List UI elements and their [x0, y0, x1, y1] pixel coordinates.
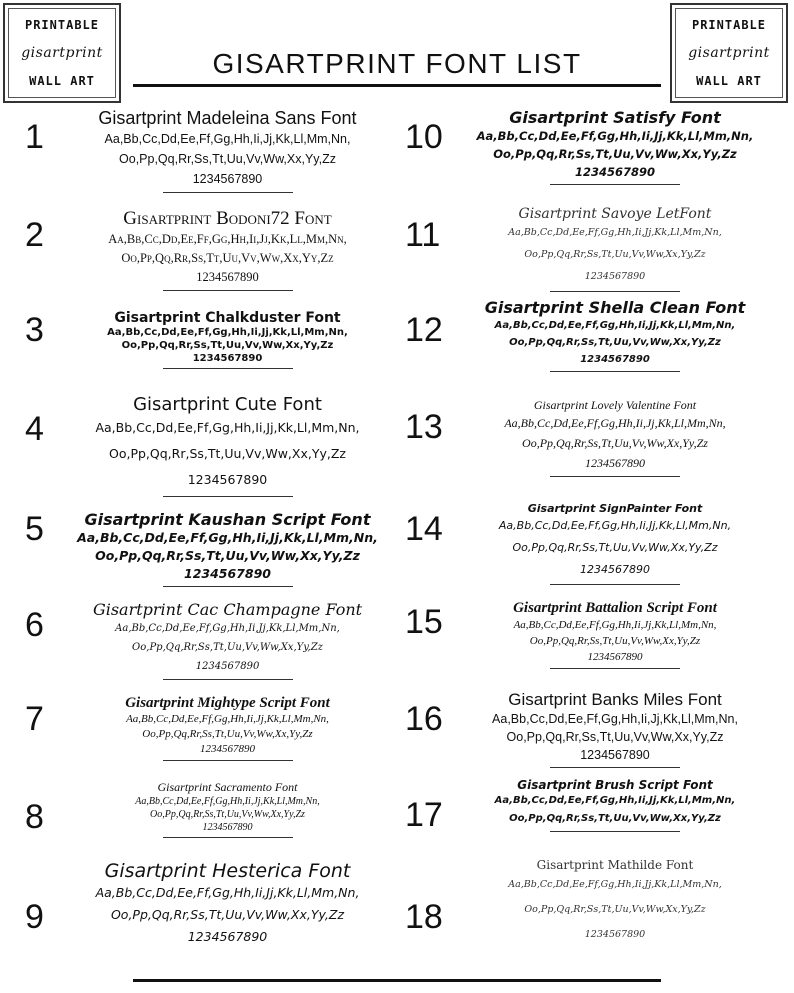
- entry-divider: [163, 760, 293, 761]
- alphabet-line-2: Oo,Pp,Qq,Rr,Ss,Tt,Uu,Vv,Ww,Xx,Yy,Zz: [150, 809, 305, 820]
- font-name: Gisartprint Brush Script Font: [517, 778, 713, 792]
- entry-number: 3: [25, 311, 44, 349]
- logo-line-printable: PRINTABLE: [24, 17, 100, 32]
- entry-divider: [550, 831, 680, 832]
- logo-line-printable: PRINTABLE: [691, 17, 767, 32]
- entry-number: 10: [405, 118, 443, 156]
- title-underline: [133, 84, 661, 87]
- font-sample: [450, 502, 780, 585]
- entry-number: 11: [405, 216, 441, 254]
- font-name: Gisartprint Satisfy Font: [509, 108, 721, 127]
- alphabet-line-1: Aa,Bb,Cc,Dd,Ee,Ff,Gg,Hh,Ii,Jj,Kk,Ll,Mm,Nn,: [95, 420, 360, 435]
- alphabet-line-2: Oo,Pp,Qq,Rr,Ss,Tt,Uu,Vv,Ww,Xx,Yy,Zz: [493, 147, 737, 161]
- alphabet-line-1: Aa,Bb,Cc,Dd,Ee,Ff,Gg,Hh,Ii,Jj,Kk,Ll,Mm,Nn,: [77, 530, 378, 545]
- alphabet-line-2: Oo,Pp,Qq,Rr,Ss,Tt,Uu,Vv,Ww,Xx,Yy,Zz: [110, 907, 345, 922]
- alphabet-line-1: Aa,Bb,Cc,Dd,Ee,Ff,Gg,Hh,Ii,Jj,Kk,Ll,Mm,Nn,: [107, 327, 348, 338]
- font-sample: [450, 298, 780, 372]
- alphabet-line-2: Oo,Pp,Qq,Rr,Ss,Tt,Uu,Vv,Ww,Xx,Yy,Zz: [95, 548, 360, 563]
- font-sample: [450, 778, 780, 832]
- digits-line: 1234567890: [584, 929, 646, 940]
- font-sample: [60, 860, 395, 948]
- alphabet-line-2: Oo,Pp,Qq,Rr,Ss,Tt,Uu,Vv,Ww,Xx,Yy,Zz: [109, 446, 346, 461]
- digits-line: 1234567890: [202, 822, 253, 833]
- entry-number: 13: [405, 408, 443, 446]
- font-sample: [450, 858, 780, 947]
- font-name: Gisartprint Kaushan Script Font: [84, 510, 371, 529]
- digits-line: 1234567890: [184, 566, 271, 581]
- alphabet-line-1: Aa,Bb,Cc,Dd,Ee,Ff,Gg,Hh,Ii,Jj,Kk,Ll,Mm,Nn,: [115, 623, 340, 634]
- alphabet-line-2: Oo,Pp,Qq,Rr,Ss,Tt,Uu,Vv,Ww,Xx,Yy,Zz: [119, 152, 336, 166]
- alphabet-line-2: Oo,Pp,Qq,Rr,Ss,Tt,Uu,Vv,Ww,Xx,Yy,Zz: [142, 728, 313, 740]
- entry-number: 4: [25, 410, 44, 448]
- font-sample: [450, 108, 780, 185]
- entry-number: 9: [25, 898, 44, 936]
- font-name: Gisartprint Cute Font: [133, 394, 322, 415]
- font-name: Gisartprint Lovely Valentine Font: [533, 398, 697, 412]
- font-name: Gisartprint Mightype Script Font: [125, 695, 330, 711]
- logo-line-brand: gisartprint: [688, 44, 770, 61]
- font-name: Gisartprint Madeleina Sans Font: [98, 108, 357, 128]
- alphabet-line-1: Aa,Bb,Cc,Dd,Ee,Ff,Gg,Hh,Ii,Jj,Kk,Ll,Mm,Nn,: [104, 132, 351, 146]
- font-name: Gisartprint Sacramento Font: [157, 780, 298, 794]
- font-sample: [60, 780, 395, 838]
- logo-line-wall-art: WALL ART: [29, 74, 95, 89]
- alphabet-line-1: Aa,Bb,Cc,Dd,Ee,Ff,Gg,Hh,Ii,Jj,Kk,Ll,Mm,Nn,: [508, 227, 722, 238]
- font-sample: [60, 394, 395, 497]
- entry-divider: [163, 837, 293, 838]
- alphabet-line-2: Oo,Pp,Qq,Rr,Ss,Tt,Uu,Vv,Ww,Xx,Yy,Zz: [524, 904, 706, 915]
- digits-line: 1234567890: [585, 456, 645, 470]
- entry-number: 8: [25, 798, 44, 836]
- alphabet-line-1: Aa,Bb,Cc,Dd,Ee,Ff,Gg,Hh,Ii,Jj,Kk,Ll,Mm,Nn,: [508, 879, 722, 890]
- font-sample: [60, 695, 395, 761]
- digits-line: 1234567890: [580, 354, 650, 365]
- digits-line: 1234567890: [187, 929, 268, 944]
- entry-number: 14: [405, 510, 443, 548]
- alphabet-line-2: Oo,Pp,Qq,Rr,Ss,Tt,Uu,Vv,Ww,Xx,Yy,Zz: [522, 436, 708, 450]
- digits-line: 1234567890: [192, 172, 263, 186]
- alphabet-line-2: Oo,Pp,Qq,Rr,Ss,Tt,Uu,Vv,Ww,Xx,Yy,Zz: [524, 249, 706, 260]
- font-name: Gisartprint Mathilde Font: [536, 858, 694, 872]
- alphabet-line-2: Oo,Pp,Qq,Rr,Ss,Tt,Uu,Vv,Ww,Xx,Yy,Zz: [512, 541, 718, 554]
- digits-line: 1234567890: [192, 353, 263, 364]
- bottom-rule: [133, 979, 661, 982]
- digits-line: 1234567890: [580, 563, 650, 576]
- entry-number: 1: [25, 118, 44, 156]
- entry-divider: [550, 371, 680, 372]
- entry-divider: [163, 290, 293, 291]
- logo-right: [670, 3, 788, 103]
- entry-number: 12: [405, 311, 443, 349]
- alphabet-line-1: Aa,Bb,Cc,Dd,Ee,Ff,Gg,Hh,Ii,Jj,Kk,Ll,Mm,Nn,: [135, 796, 320, 807]
- digits-line: 1234567890: [580, 748, 650, 762]
- logo-line-brand: gisartprint: [21, 44, 103, 61]
- logo-line-wall-art: WALL ART: [696, 74, 762, 89]
- alphabet-line-1: Aa,Bb,Cc,Dd,Ee,Ff,Gg,Hh,Ii,Jj,Kk,Ll,Mm,Nn,: [504, 416, 726, 430]
- digits-line: 1234567890: [196, 270, 259, 284]
- font-name: Gisartprint Chalkduster Font: [114, 310, 341, 326]
- alphabet-line-2: Oo,Pp,Qq,Rr,Ss,Tt,Uu,Vv,Ww,Xx,Yy,Zz: [121, 251, 334, 265]
- font-name: Gisartprint Shella Clean Font: [484, 298, 746, 317]
- alphabet-line-1: Aa,Bb,Cc,Dd,Ee,Ff,Gg,Hh,Ii,Jj,Kk,Ll,Mm,Nn,: [476, 129, 754, 143]
- entry-divider: [550, 584, 680, 585]
- font-name: Gisartprint Hesterica Font: [104, 860, 351, 882]
- alphabet-line-2: Oo,Pp,Qq,Rr,Ss,Tt,Uu,Vv,Ww,Xx,Yy,Zz: [529, 635, 701, 647]
- digits-line: 1234567890: [584, 271, 646, 282]
- entry-number: 18: [405, 898, 443, 936]
- entry-divider: [163, 586, 293, 587]
- alphabet-line-2: Oo,Pp,Qq,Rr,Ss,Tt,Uu,Vv,Ww,Xx,Yy,Zz: [132, 642, 323, 653]
- digits-line: 1234567890: [587, 651, 643, 663]
- font-sample: [450, 690, 780, 768]
- alphabet-line-1: Aa,Bb,Cc,Dd,Ee,Ff,Gg,Hh,Ii,Jj,Kk,Ll,Mm,Nn,: [494, 795, 736, 806]
- entry-divider: [163, 496, 293, 497]
- entry-number: 6: [25, 606, 44, 644]
- entry-divider: [550, 184, 680, 185]
- font-sample: [60, 108, 395, 193]
- alphabet-line-1: Aa,Bb,Cc,Dd,Ee,Ff,Gg,Hh,Ii,Jj,Kk,Ll,Mm,Nn,: [494, 320, 736, 331]
- entry-divider: [550, 476, 680, 477]
- alphabet-line-2: Oo,Pp,Qq,Rr,Ss,Tt,Uu,Vv,Ww,Xx,Yy,Zz: [506, 730, 724, 744]
- entry-number: 17: [405, 796, 443, 834]
- digits-line: 1234567890: [574, 165, 656, 179]
- font-sample: [450, 600, 780, 669]
- digits-line: 1234567890: [200, 743, 255, 755]
- entry-number: 15: [405, 603, 443, 641]
- font-name: Gisartprint Bodoni72 Font: [123, 208, 332, 229]
- digits-line: 1234567890: [195, 661, 260, 672]
- alphabet-line-2: Oo,Pp,Qq,Rr,Ss,Tt,Uu,Vv,Ww,Xx,Yy,Zz: [121, 340, 334, 351]
- entry-divider: [163, 679, 293, 680]
- font-sample: [60, 310, 395, 369]
- entry-divider: [550, 668, 680, 669]
- font-name: Gisartprint Cac Champagne Font: [92, 600, 363, 619]
- entry-divider: [163, 192, 293, 193]
- alphabet-line-1: Aa,Bb,Cc,Dd,Ee,Ff,Gg,Hh,Ii,Jj,Kk,Ll,Mm,Nn,: [513, 619, 717, 631]
- font-name: Gisartprint Banks Miles Font: [508, 690, 722, 709]
- entry-number: 2: [25, 216, 44, 254]
- font-sample: [60, 510, 395, 587]
- entry-number: 16: [405, 700, 443, 738]
- font-sample: [60, 208, 395, 291]
- alphabet-line-2: Oo,Pp,Qq,Rr,Ss,Tt,Uu,Vv,Ww,Xx,Yy,Zz: [509, 813, 721, 824]
- font-sample: [60, 600, 395, 680]
- alphabet-line-1: Aa,Bb,Cc,Dd,Ee,Ff,Gg,Hh,Ii,Jj,Kk,Ll,Mm,Nn,: [498, 519, 732, 532]
- entry-number: 5: [25, 510, 44, 548]
- alphabet-line-1: Aa,Bb,Cc,Dd,Ee,Ff,Gg,Hh,Ii,Jj,Kk,Ll,Mm,Nn,: [126, 713, 329, 725]
- alphabet-line-1: Aa,Bb,Cc,Dd,Ee,Ff,Gg,Hh,Ii,Jj,Kk,Ll,Mm,Nn,: [108, 232, 347, 246]
- entry-number: 7: [25, 700, 44, 738]
- alphabet-line-1: Aa,Bb,Cc,Dd,Ee,Ff,Gg,Hh,Ii,Jj,Kk,Ll,Mm,Nn,: [492, 712, 738, 726]
- font-sample: [450, 398, 780, 477]
- font-name: Gisartprint Battalion Script Font: [513, 600, 717, 616]
- digits-line: 1234567890: [187, 472, 268, 487]
- page-title: GISARTPRINT FONT LIST: [212, 48, 582, 79]
- entry-divider: [550, 767, 680, 768]
- font-name: Gisartprint SignPainter Font: [527, 502, 703, 515]
- font-name: Gisartprint Savoye LetFont: [518, 206, 712, 222]
- entry-divider: [163, 368, 293, 369]
- entry-divider: [550, 291, 680, 292]
- alphabet-line-1: Aa,Bb,Cc,Dd,Ee,Ff,Gg,Hh,Ii,Jj,Kk,Ll,Mm,Nn,: [95, 885, 360, 900]
- alphabet-line-2: Oo,Pp,Qq,Rr,Ss,Tt,Uu,Vv,Ww,Xx,Yy,Zz: [509, 337, 721, 348]
- logo-left: [3, 3, 121, 103]
- font-sample: [450, 206, 780, 292]
